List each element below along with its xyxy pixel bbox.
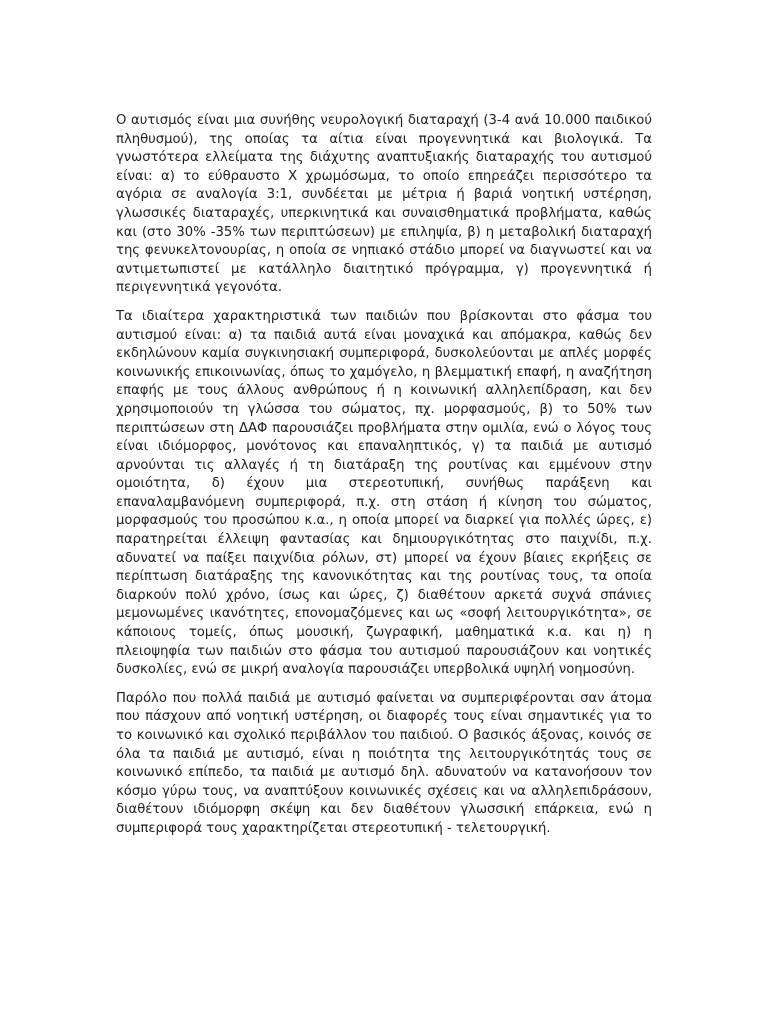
document-page (116, 112, 652, 839)
paragraph-autism-differences: Παρόλο που πολλά παιδιά με αυτισμό φαίνεται να συμπεριφέρονται σαν άτομα που πάσχουν από νοητική υστέρηση, οι διαφορές τους είναι σημαντικές για το το κοινωνικό και σχολικό περιβάλλον του παιδιού. Ο βασικός άξονας, κοινός σε όλα τα παιδιά με αυτισμό, είναι η ποιότητα της λειτουργικότητάς τους σε κοινωνικό επίπεδο, τα παιδιά με αυτισμό δηλ. αδυνατούν να κατανοήσουν τον κόσμο γύρω τους, να αναπτύξουν κοινωνικές σχέσεις και να αλληλεπιδράσουν, διαθέτουν ιδιόμορφη σκέψη και δεν διαθέτουν γλωσσική επάρκεια, ενώ η συμπεριφορά τους χαρακτηρίζεται στερεοτυπική - τελετουργική. (116, 690, 652, 836)
paragraph-autism-characteristics: Τα ιδιαίτερα χαρακτηριστικά των παιδιών που βρίσκονται στο φάσμα του αυτισμού είναι: α) τα παιδιά αυτά είναι μοναχικά και απόμακρα, καθώς δεν εκδηλώνουν καμία συγκινησιακή συμπεριφορά, δυσκολεύονται με απλές μορφές κοινωνικής επικοινωνίας, όπως το χαμόγελο, η βλεμματική επαφή, η αναζήτηση επαφής με τους άλλους ανθρώπους ή η κοινωνική αλληλεπίδραση, και δεν χρησιμοποιούν τη γλώσσα του σώματος, πχ. μορφασμούς, β) το 50% των περιπτώσεων στη ΔΑΦ παρουσιάζει προβλήματα στην ομιλία, ενώ ο λόγος τους είναι ιδιόμορφος, μονότονος και επαναληπτικός, γ) τα παιδιά με αυτισμό αρνούνται τις αλλαγές ή τη διατάραξη της ρουτίνας και εμμένουν στην ομοιότητα, δ) έχουν μια στερεοτυπική, συνήθως παράξενη και επαναλαμβανόμενη συμπεριφορά, π.χ. στη στάση ή κίνηση του σώματος, μορφασμούς του προσώπου κ.α., η οποία μπορεί να διαρκεί για πολλές ώρες, ε) παρατηρείται έλλειψη φαντασίας και δημιουργικότητας στο παιχνίδι, π.χ. αδυνατεί να παίξει παιχνίδια ρόλων, στ) μπορεί να έχουν βίαιες εκρήξεις σε περίπτωση διατάραξης της κανονικότητας και της ρουτίνας τους, τα οποία διαρκούν πολύ χρόνο, ίσως και ώρες, ζ) διαθέτουν αρκετά συχνά σπάνιες μεμονωμένες ικανότητες, επονομαζόμενες και ως «σοφή λειτουργικότητα», σε κάποιους τομείς, όπως μουσική, ζωγραφική, μαθηματικά κ.α. και η) η πλειοψηφία των παιδιών στο φάσμα του αυτισμού παρουσιάζουν και νοητικές δυσκολίες, ενώ σε μικρή αναλογία παρουσιάζει υπερβολικά υψηλή νοημοσύνη. (116, 308, 652, 678)
paragraph-autism-causes: Ο αυτισμός είναι μια συνήθης νευρολογική διαταραχή (3-4 ανά 10.000 παιδικού πληθυσμού), της οποίας τα αίτια είναι προγεννητικά και βιολογικά. Τα γνωστότερα ελλείματα της διάχυτης αναπτυξιακής διαταραχής του αυτισμού είναι: α) το εύθραυστο Χ χρωμόσωμα, το οποίο επηρεάζει περισσότερο τα αγόρια σε αναλογία 3:1, συνδέεται με μέτρια ή βαριά νοητική υστέρηση, γλωσσικές διαταραχές, υπερκινητικά και συναισθηματικά προβλήματα, καθώς και (στο 30% -35% των περιπτώσεων) με επιληψία, β) η μεταβολική διαταραχή της φενυκελτονουρίας, η οποία σε νηπιακό στάδιο μπορεί να διαγνωστεί και να αντιμετωπιστεί με κατάλληλο διαιτητικό πρόγραμμα, γ) προγεννητικά ή περιγεννητικά γεγονότα. (116, 113, 652, 296)
